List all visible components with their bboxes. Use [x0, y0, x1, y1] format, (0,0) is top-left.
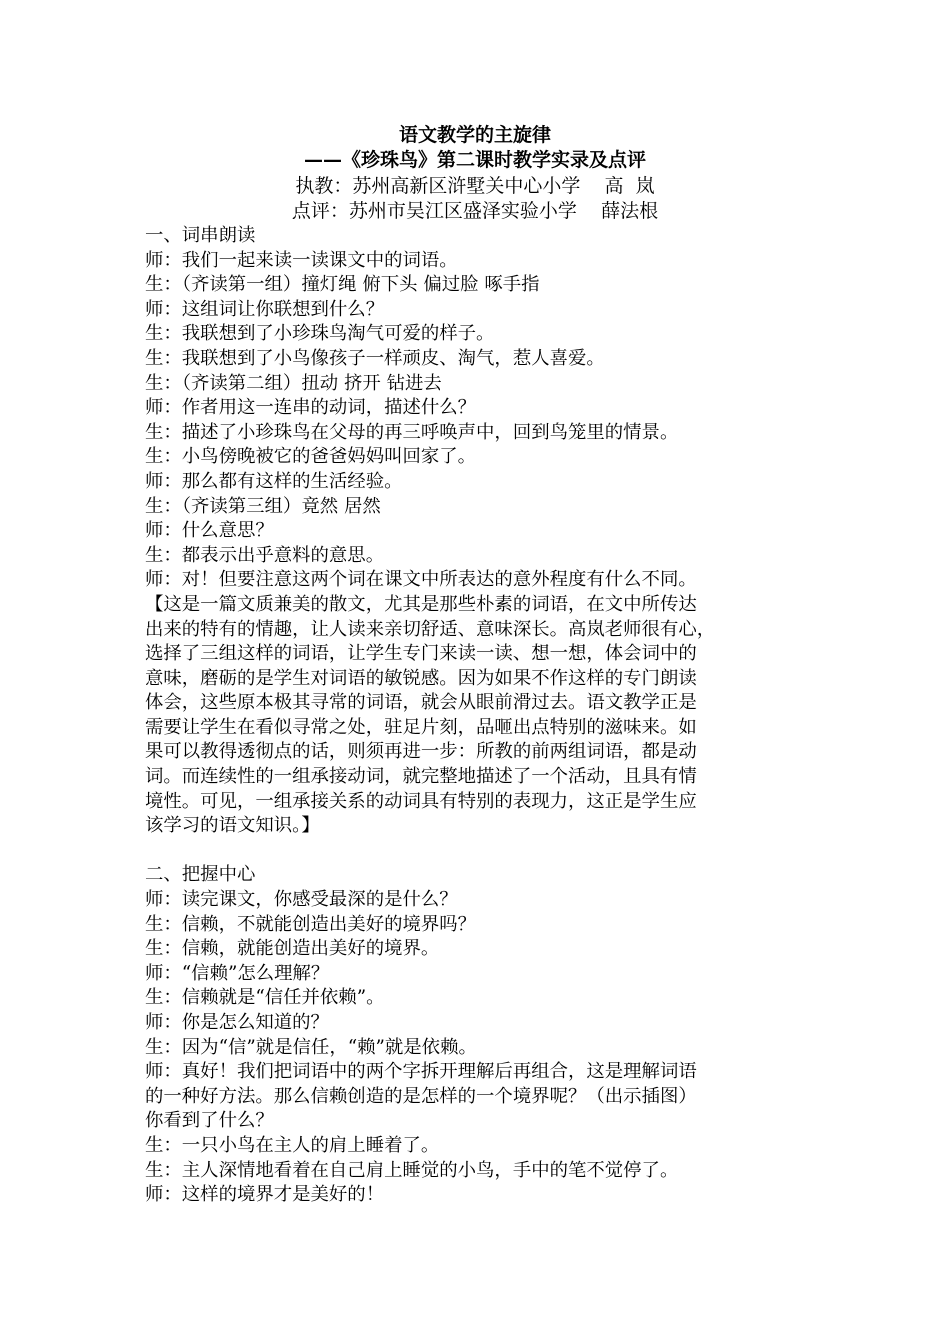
document-body [145, 224, 815, 1208]
teacher-credit: 执教：苏州高新区浒墅关中心小学 高 岚 [295, 175, 655, 197]
dialogue-line: 生：描述了小珍珠鸟在父母的再三呼唤声中，回到鸟笼里的情景。 [145, 421, 679, 443]
commentary-line: 【这是一篇文质兼美的散文，尤其是那些朴素的词语，在文中所传达 [145, 593, 697, 615]
commentary-line: 该学习的语文知识。】 [145, 815, 320, 837]
dialogue-line: 生：（齐读第二组）扭动 挤开 钻进去 [145, 372, 442, 394]
commentary-line: 境性。可见，一组承接关系的动词具有特别的表现力，这正是学生应 [145, 790, 697, 812]
dialogue-line: 生：信赖就是“信任并依赖”。 [145, 987, 385, 1009]
dialogue-line: 师：这组词让你联想到什么？ [145, 298, 385, 320]
commentary-line: 词。而连续性的一组承接动词，就完整地描述了一个活动，且具有情 [145, 766, 697, 788]
document-title: 语文教学的主旋律 [398, 124, 551, 146]
dialogue-line: 师：那么都有这样的生活经验。 [145, 470, 403, 492]
dialogue-line: 生：信赖，不就能创造出美好的境界吗？ [145, 913, 477, 935]
dialogue-line: 师：读完课文，你感受最深的是什么？ [145, 889, 458, 911]
commentary-line: 体会，这些原本极其寻常的词语，就会从眼前滑过去。语文教学正是 [145, 692, 697, 714]
dialogue-line: 师：对！但要注意这两个词在课文中所表达的意外程度有什么不同。 [145, 569, 697, 591]
dialogue-line: 师：你是怎么知道的？ [145, 1012, 329, 1033]
dialogue-line: 生：因为“信”就是信任，“赖”就是依赖。 [145, 1036, 477, 1058]
reviewer-credit: 点评：苏州市吴江区盛泽实验小学 薛法根 [291, 200, 659, 222]
dialogue-line: 生：信赖，就能创造出美好的境界。 [145, 938, 440, 960]
section-heading: 二、把握中心 [145, 864, 256, 886]
dialogue-line: 师：我们一起来读一读课文中的词语。 [145, 249, 458, 271]
document-subtitle: ——《珍珠鸟》第二课时教学实录及点评 [303, 149, 646, 171]
section-heading: 一、词串朗读 [145, 225, 256, 246]
commentary-line: 果可以教得透彻点的话，则须再进一步：所教的前两组词语，都是动 [145, 741, 697, 763]
dialogue-line: 你看到了什么？ [145, 1110, 274, 1132]
dialogue-line: 师：真好！我们把词语中的两个字拆开理解后再组合，这是理解词语 [145, 1061, 697, 1083]
dialogue-line: 师：什么意思？ [145, 520, 274, 542]
dialogue-line: 生：都表示出乎意料的意思。 [145, 544, 385, 566]
dialogue-line: 生：主人深情地看着在自己肩上睡觉的小鸟，手中的笔不觉停了。 [145, 1159, 679, 1181]
dialogue-line: 生：（齐读第三组）竟然 居然 [145, 495, 381, 517]
dialogue-line: 生：我联想到了小鸟像孩子一样顽皮、淘气，惹人喜爱。 [145, 347, 605, 369]
commentary-line: 出来的特有的情趣，让人读来亲切舒适、意味深长。高岚老师很有心， [145, 618, 716, 640]
dialogue-line: 生：小鸟傍晚被它的爸爸妈妈叫回家了。 [145, 446, 477, 468]
blank-line [145, 839, 815, 864]
dialogue-line: 生：一只小鸟在主人的肩上睡着了。 [145, 1134, 440, 1156]
dialogue-line: 的一种好方法。那么信赖创造的是怎样的一个境界呢？（出示插图） [145, 1085, 697, 1107]
commentary-line: 选择了三组这样的词语，让学生专门来读一读、想一想，体会词中的 [145, 643, 697, 665]
dialogue-line: 生：（齐读第一组）撞灯绳 俯下头 偏过脸 啄手指 [145, 274, 540, 296]
dialogue-line: 生：我联想到了小珍珠鸟淘气可爱的样子。 [145, 323, 495, 345]
commentary-line: 意味，磨砺的是学生对词语的敏锐感。因为如果不作这样的专门朗读 [145, 667, 697, 689]
dialogue-line: 师：作者用这一连串的动词，描述什么？ [145, 397, 477, 419]
commentary-line: 需要让学生在看似寻常之处，驻足片刻，品咂出点特别的滋味来。如 [145, 716, 697, 738]
dialogue-line: 师：这样的境界才是美好的！ [145, 1184, 385, 1206]
dialogue-line: 师：“信赖”怎么理解？ [145, 962, 330, 984]
